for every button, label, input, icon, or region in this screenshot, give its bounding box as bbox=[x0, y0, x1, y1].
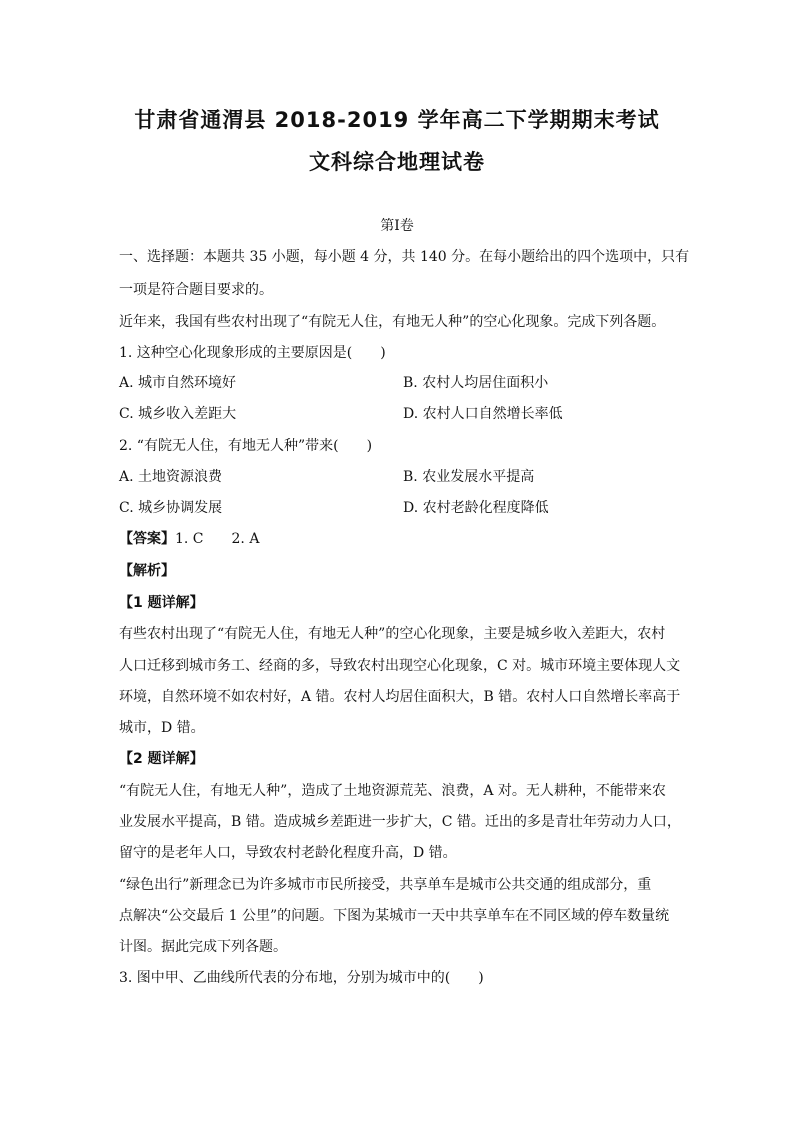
detail-1-line-4: 城市，D 错。 bbox=[119, 720, 205, 736]
question-2-stem: 2. “有院无人住，有地无人种”带来( ) bbox=[119, 438, 373, 454]
question-1-stem: 1. 这种空心化现象形成的主要原因是( ) bbox=[119, 345, 386, 361]
question-1-option-c: C. 城乡收入差距大 bbox=[119, 406, 237, 422]
question-2-option-b: B. 农业发展水平提高 bbox=[403, 469, 535, 485]
question-3-stem: 3. 图中甲、乙曲线所代表的分布地，分别为城市中的( ) bbox=[119, 970, 484, 986]
question-2-option-a: A. 土地资源浪费 bbox=[119, 469, 223, 485]
material-1: 近年来，我国有些农村出现了“有院无人住，有地无人种”的空心化现象。完成下列各题。 bbox=[119, 314, 666, 330]
intro-line-2: 一项是符合题目要求的。 bbox=[119, 282, 273, 298]
analysis-label: 【解析】 bbox=[119, 563, 175, 579]
question-2-option-c: C. 城乡协调发展 bbox=[119, 500, 223, 516]
detail-1-line-3: 环境，自然环境不如农村好，A 错。农村人均居住面积大，B 错。农村人口自然增长率高于 bbox=[119, 689, 681, 705]
answer-value: 1. C 2. A bbox=[175, 531, 260, 547]
question-2-option-d: D. 农村老龄化程度降低 bbox=[403, 500, 549, 516]
intro-line-1: 一、选择题：本题共 35 小题，每小题 4 分，共 140 分。在每小题给出的四个选项中，只有 bbox=[119, 249, 690, 265]
answer-row bbox=[119, 529, 259, 549]
material-2-line-1: “绿色出行”新理念已为许多城市市民所接受，共享单车是城市公共交通的组成部分，重 bbox=[119, 877, 652, 893]
answer-label: 【答案】 bbox=[119, 531, 175, 547]
detail-1-label: 【1 题详解】 bbox=[119, 595, 204, 611]
exam-title: 甘肃省通渭县 2018-2019 学年高二下学期期末考试 bbox=[134, 108, 660, 132]
question-1-option-b: B. 农村人均居住面积小 bbox=[403, 375, 549, 391]
question-1-option-d: D. 农村人口自然增长率低 bbox=[403, 406, 563, 422]
detail-2-line-2: 业发展水平提高，B 错。造成城乡差距进一步扩大，C 错。迁出的多是青壮年劳动力人口， bbox=[119, 814, 681, 830]
section-heading: 第Ⅰ卷 bbox=[380, 218, 414, 234]
exam-subtitle: 文科综合地理试卷 bbox=[309, 150, 485, 174]
question-1-option-a: A. 城市自然环境好 bbox=[119, 375, 237, 391]
detail-2-label: 【2 题详解】 bbox=[119, 751, 204, 767]
material-2-line-3: 计图。据此完成下列各题。 bbox=[119, 939, 287, 955]
detail-1-line-1: 有些农村出现了“有院无人住，有地无人种”的空心化现象，主要是城乡收入差距大，农村 bbox=[119, 626, 666, 642]
detail-2-line-1: “有院无人住，有地无人种”，造成了土地资源荒芜、浪费，A 对。无人耕种，不能带来农 bbox=[119, 783, 666, 799]
material-2-line-2: 点解决“公交最后 1 公里”的问题。下图为某城市一天中共享单车在不同区域的停车数量统 bbox=[119, 908, 670, 924]
detail-1-line-2: 人口迁移到城市务工、经商的多，导致农村出现空心化现象，C 对。城市环境主要体现人文 bbox=[119, 658, 681, 674]
detail-2-line-3: 留守的是老年人口，导致农村老龄化程度升高，D 错。 bbox=[119, 845, 457, 861]
